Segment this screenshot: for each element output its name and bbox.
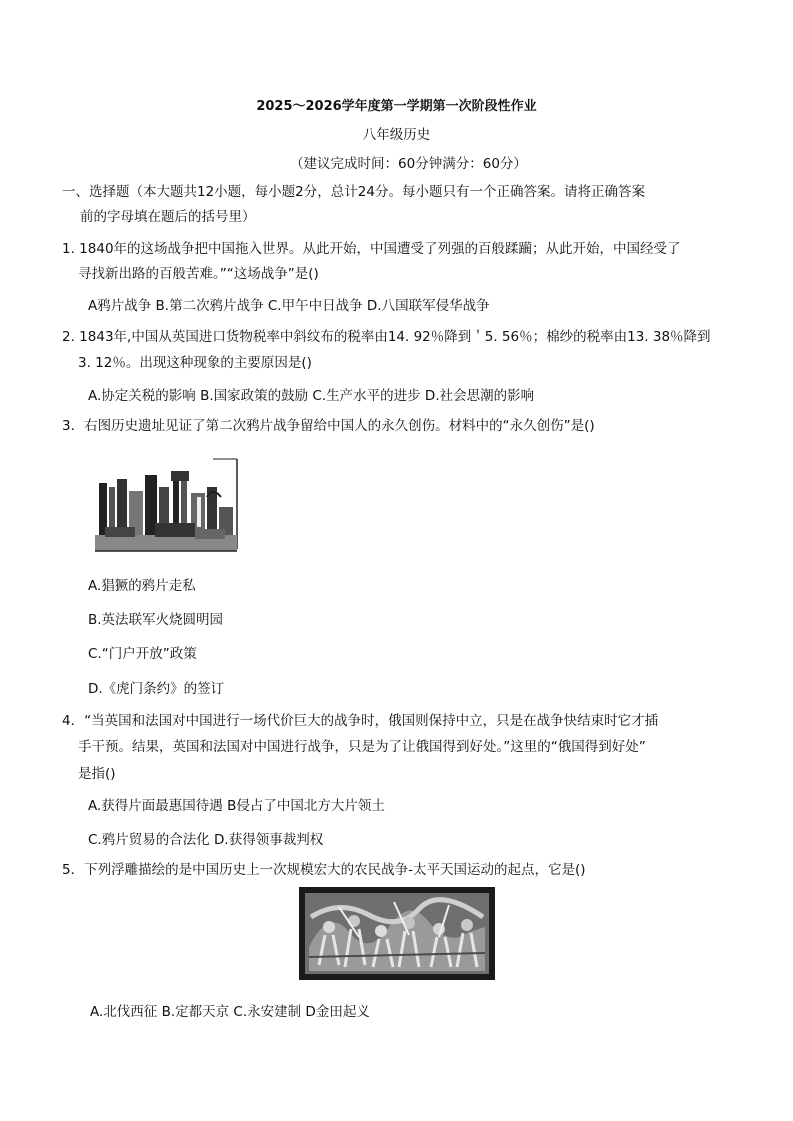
q3-option-a: A.猖獗的鸦片走私	[88, 578, 196, 594]
q4-stem-line2: 手干预。结果，英国和法国对中国进行战争，只是为了让俄国得到好处。”这里的“俄国得到好处”	[78, 739, 646, 755]
q5-options: A.北伐西征 B.定都天京 C.永安建制 D金田起义	[90, 1004, 370, 1020]
q2-stem-line1: 2. 1843年,中国从英国进口货物税率中斜纹布的税率由14. 92％降到＇5. 56％；棉纱的税率由13. 38％降到	[62, 329, 711, 345]
yuanmingyuan-ruins-photo	[95, 457, 240, 553]
q5-stem: 5．下列浮雕描绘的是中国历史上一次规模宏大的农民战争-太平天国运动的起点，它是()	[62, 862, 586, 878]
section-heading-line2: 前的字母填在题后的括号里）	[80, 209, 256, 225]
q4-stem-line3: 是指()	[78, 766, 116, 782]
exam-subject: 八年级历史	[362, 127, 431, 143]
q2-stem-line2: 3. 12％。出现这种现象的主要原因是()	[78, 355, 312, 371]
exam-title: 2025～2026学年度第一学期第一次阶段性作业	[256, 99, 537, 114]
jintian-uprising-relief-photo	[299, 887, 495, 980]
q4-stem-line1: 4．“当英国和法国对中国进行一场代价巨大的战争时，俄国则保持中立，只是在战争快结束时它才插	[62, 713, 659, 729]
section-heading-line1: 一、选择题（本大题共12小题，每小题2分，总计24分。每小题只有一个正确答案。请将正确答案	[62, 184, 645, 200]
q3-option-d: D.《虎门条约》的签订	[88, 681, 225, 697]
exam-time-note: （建议完成时间：60分钟满分：60分）	[290, 156, 527, 172]
q3-option-b: B.英法联军火烧圆明园	[88, 612, 224, 628]
q2-options: A.协定关税的影响 B.国家政策的鼓励 C.生产水平的进步 D.社会思潮的影响	[88, 388, 535, 404]
q1-options: A鸦片战争 B.第二次鸦片战争 C.甲午中日战争 D.八国联军侵华战争	[88, 298, 490, 314]
q1-stem-line2: 寻找新出路的百般苦难。”“这场战争”是()	[78, 266, 319, 282]
q1-stem-line1: 1. 1840年的这场战争把中国拖入世界。从此开始，中国遭受了列强的百般蹂躏；从此开始，中国经受了	[62, 241, 681, 257]
q3-stem: 3．右图历史遗址见证了第二次鸦片战争留给中国人的永久创伤。材料中的“永久创伤”是()	[62, 418, 595, 434]
q4-options-line2: C.鸦片贸易的合法化 D.获得领事裁判权	[88, 832, 324, 848]
q3-option-c: C.“门户开放”政策	[88, 646, 197, 662]
q4-options-line1: A.获得片面最惠国待遇 B侵占了中国北方大片领土	[88, 798, 385, 814]
